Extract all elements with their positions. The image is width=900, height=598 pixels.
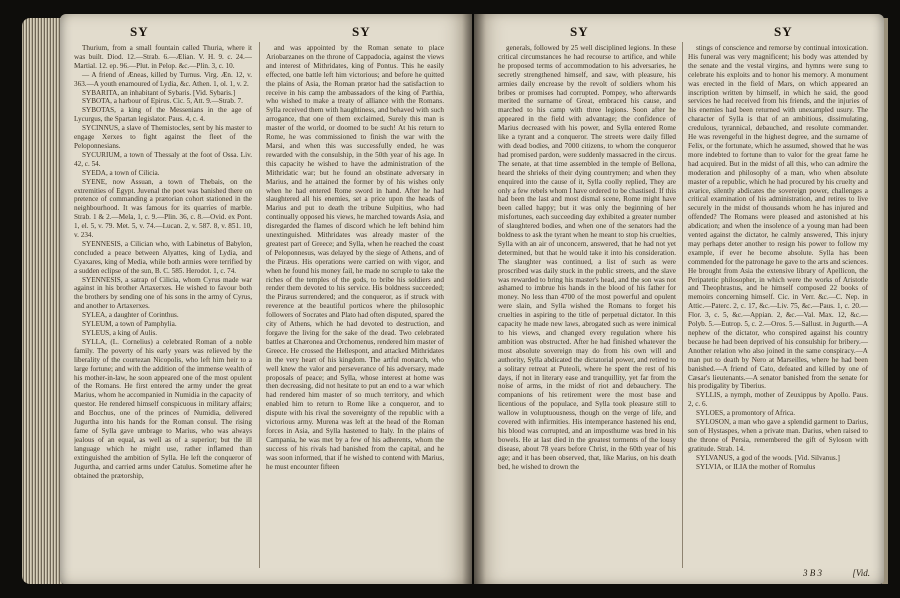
text-paragraph: SYLEUS, a king of Aulis. — [82, 329, 158, 337]
right-page — [474, 14, 884, 584]
column-rule — [259, 42, 260, 568]
text-paragraph: SYBOTA, a harbour of Epirus. Cic. 5, Att. 9.—Strab. 7. — [82, 97, 243, 106]
right-page-column-2 — [688, 44, 868, 572]
left-page-header-left: SY — [130, 24, 149, 39]
text-paragraph: SYLOSON, a man who gave a splendid garment to Darius, son of Hystaspes, when a private man. Darius, when raised to the throne of Persia, remembered the gift of Syloson with gratitude. Strab. 14. — [688, 418, 868, 453]
left-page-header-right: SY — [352, 24, 371, 39]
column-rule — [682, 42, 683, 568]
text-paragraph: SYBARITA, an inhabitant of Sybaris. [Vid. Sybaris.] — [82, 88, 236, 97]
page-edges — [22, 18, 62, 584]
text-paragraph: and was appointed by the Roman senate to place Ariobarzanes on the throne of Cappadocia, against the views and interest of Mithridates, king of Pontus. This he easily effected, one battle left him victorious; and before he quitted the plains of Asia, the Roman prætor had the satisfaction to receive in his camp the ambassadors of the king of Parthia, who wished to make a treaty of alliance with the Romans. Sylla received them with haughtiness, and behaved with such arrogance, that one of them exclaimed, Surely this man is master of the world, or doomed to be such! At his return to Rome, he was commissioned to finish the war with the Marsi, and when this was successfully ended, he was rewarded with the consulship, in the 50th year of his age. In this capacity he wished to have the administration of the Mithridatic war; but he found an obstinate adversary in Marius, and he attained the former by of his wishes only when he had entered Rome sword in hand. After he had slaughtered all his enemies, set a price upon the heads of Marius and put to death the tribune Sulpitius, who had continually opposed his views, he marched towards Asia, and disregarded the flames of discord which he left behind him unextinguished. Mithridates was already master of the greatest part of Greece; and Sylla, when he reached the coast of Peloponnesus, was delayed by the siege of Athens, and of the Piræus. His operations were carried on with vigor, and when he found his money fail, he made no scruple to take the riches of the temples of the gods, to bribe his soldiers and render them devoted to his service. His boldness succeeded; the Piræus surrendered; and the conqueror, as if struck with reverence at the beautiful porticos where the philosophic followers of Socrates and Plato had often disputed, spared the city of Athens, which he had devoted to destruction, and forgave the living for the sake of the dead. Two celebrated battles at Chæronea and Orchomenus, rendered him master of Greece. He crossed the Hellespont, and attacked Mithridates in the very heart of his kingdom. The artful monarch, who well knew the valor and perseverance of his adversary, made proposals of peace; and Sylla, whose interest at home was then decreasing, did not hesitate to put an end to a war which had rendered him master of so much territory, and which enabled him to return to Rome like a conqueror, and to dispute with his rival the sovereignty of the republic with a victorious army. Murena was left at the head of the Roman forces in Asia, and Sylla hastened to Italy. In the plains of Campania, he was met by a few of his adherents, whom the success of his rivals had banished from the capital, and he was soon informed, that if he wished to contend with Marius, he must encounter fifteen — [266, 44, 444, 471]
right-page-header-left: SY — [570, 24, 589, 39]
text-paragraph: generals, followed by 25 well disciplined legions. In these critical circumstances he had recourse to artifice, and while he proposed terms of accommodation to his adversaries, he secretly strengthened himself, and saw, with pleasure, his armies daily encrease by the revolt of soldiers whom his bribes or promises had corrupted. Pompey, who afterwards merited the surname of Great, embraced his cause, and marched to his camp with three legions. Soon after he appeared in the field with advantage; the confidence of Marius decreased with his power, and Sylla entered Rome like a tyrant and a conqueror. The streets were daily filled with dead bodies, and 7000 citizens, to whom the conqueror had promised pardon, were suddenly massacred in the circus. The senate, at that time assembled in the temple of Bellona, heard the shrieks of their dying countrymen; and when they enquired into the cause of it, Sylla coolly replied, They are only a few rebels whom I have ordered to be chastised. If this had been the last and most dismal scene, Rome might have been called happy; but it was only the beginning of her misfortunes, each succeeding day exhibited a greater number of slaughtered bodies, and when one of the senators had the boldness to ask the tyrant when he meant to stop his cruelties, Sylla with an air of unconcern, answered, that he had not yet determined, but that he would take it into his consideration. The slaughter was continued, a list of such as were proscribed was daily stuck in the public streets, and the slave was rewarded to bring his master's head, and the son was not ashamed to imbrue his hands in the blood of his father for money. No less than 4700 of the most powerful and opulent were slain, and Sylla wished the Romans to forget his cruelties in aspiring to the title of perpetual dictator. In this capacity he made new laws, abrogated such as were inimical to his views, and changed every regulation where his ambition was obstructed. After he had finished whatever the most absolute sovereign may do from his own will and authority, Sylla abdicated the dictatorial power, and retired to a solitary retreat at Puteoli, where he spent the rest of his days, if not in literary ease and tranquillity, yet far from the noise of arms, in the midst of riot and debauchery. The companions of his retirement were the most base and licentious of the populace, and Sylla took pleasure still to wallow in voluptuousness, though on the verge of life, and covered with infirmities. His intemperance hastened his end, his blood was corrupted, and an imposthume was bred in his bowels. He at last died in the greatest torments of the lousy disease, about 78 years before Christ, in the 60th year of his age; and it has been observed, that, like Marius, on his death bed, he wished to drown the — [498, 44, 676, 471]
text-paragraph: SYENNESIS, a Cilician who, with Labinetus of Babylon, concluded a peace between Alyattes, king of Lydia, and Cyaxares, king of Media, while both armies were terrified by a sudden eclipse of the sun, B. C. 585. Herodot. 1, c. 74. — [74, 239, 252, 275]
left-page-column-2 — [266, 44, 444, 572]
text-paragraph: stings of conscience and remorse by continual intoxication. His funeral was very magnificent; his body was attended by the senate and the vestal virgins, and hymns were sung to celebrate his exploits and to honor his memory. A monument was erected in the field of Mars, on which appeared an inscription written by himself, in which he said, the good services he had received from his friends, and the injuries of his enemies had been returned with unexampled usury. The character of Sylla is that of an ambitious, dissimulating, credulous, tyrannical, debauched, and resolute commander. He was revengeful in the highest degree, and the surname of Felix, or the fortunate, which he assumed, showed that he was more indebted to fortune than to valor for the great fame he had acquired. But in the midst of all this, who can admire the moderation and philosophy of a man, who when absolute master of a republic, which he had procured by his cruelty and avarice, silently abdicates the sovereign power, challenges a critical examination of his administration, and retires to live securely in the midst of thousands whom he has injured and offended? The Romans were pleased and astonished at his abdication; and when the insolence of a young man had been vented against the dictator, he calmly answered, This injury may perhaps deter another to resign his power to follow my example, if ever he become absolute. Sylla has been commended for the patronage he gave to the arts and sciences. He brought from Asia the extensive library of Apellicon, the Peripatetic philosopher, in which were the works of Aristotle and Theophrastus, and he himself composed 22 books of memoirs concerning himself. Cic. in Verr. &c.—C. Nep. in Attic.—Paterc. 2, c. 17, &c.—Liv. 75, &c.—Paus. 1, c. 20.—Flor. 3, c. 5, &c.—Appian. 2, &c.—Val. Max. 12, &c.—Polyb. 5.—Eutrop. 5, c. 2.—Oros. 5.—Sallust. in Jugurth.—A nephew of the dictator, who conspired against his country because he had been deprived of his consulship for bribery.—Another relation who also joined in the same conspiracy.—A man put to death by Nero at Marseilles, where he had been banished.—A friend of Cato, defeated and killed by one of Cæsar's lieutenants.—A senator banished from the senate for his prodigality by Tiberius. — [688, 44, 868, 391]
open-book — [22, 14, 887, 592]
text-paragraph: SYENNESIS, a satrap of Cilicia, whom Cyrus made war against in his brother Artaxerxes. He wished to favour both the brothers by sending one of his sons in the army of Cyrus, and another to Artaxerxes. — [74, 275, 252, 311]
signature-mark: 3 B 3 — [803, 568, 822, 578]
book-gutter — [462, 14, 486, 584]
text-paragraph: SYCINNUS, a slave of Themistocles, sent by his master to engage Xerxes to fight against the fleet of the Peloponnesians. — [74, 124, 252, 150]
text-paragraph: SYLOES, a promontory of Africa. — [696, 409, 796, 418]
text-paragraph: SYLVANUS, a god of the woods. [Vid. Silvanus.] — [696, 453, 840, 462]
left-page-column-1 — [74, 44, 252, 572]
text-paragraph: — A friend of Æneas, killed by Turnus. Virg. Æn. 12, v. 363.—A youth enamoured of Lydia, &c. Athen. 1, ol. 1, v. 2. — [74, 70, 252, 88]
text-paragraph: SYLEUM, a town of Pamphylia. — [82, 320, 177, 329]
text-paragraph: SYENE, now Assuan, a town of Thebais, on the extremities of Egypt. Juvenal the poet was banished there on pretence of commanding a prætorian cohort stationed in the neighbourhood. It was famous for its quarries of marble. Strab. 1 & 2.—Mela, 1, c. 9.—Plin. 36, c. 8.—Ovid. ex Pont. 1, el. 5, v. 79. Met. 5, v. 74.—Lucan. 2, v. 587. 8, v. 851. 10, v. 234. — [74, 177, 252, 240]
catchword: [Vid. — [852, 568, 870, 578]
text-paragraph: SYCURIUM, a town of Thessaly at the foot of Ossa. Liv. 42, c. 54. — [74, 150, 252, 168]
left-page — [60, 14, 472, 584]
text-paragraph: SYLLA, (L. Cornelius) a celebrated Roman of a noble family. The poverty of his early years was relieved by the liberality of the courtezan Nicopolis, who left him heir to a large fortune; and with the addition of the immense wealth of his mother-in-law, he soon appeared one of the most opulent of the Romans. He first entered the army under the great Marius, whom he accompanied in Numidia in the capacity of questor. He rendered himself conspicuous in military affairs; and Bocchus, one of the princes of Numidia, delivered Jugurtha into his hands for the Roman consul. The rising fame of Sylla gave umbrage to Marius, who was always jealous of an equal, as well as of a superior; but the ill language which he might use, rather inflamed than extinguished the ambition of Sylla. He left the conqueror of Jugurtha, and carried arms under Catulus. Sometime after he obtained the prætorship, — [74, 337, 252, 480]
text-paragraph: SYLEA, a daughter of Corinthus. — [82, 311, 179, 320]
text-paragraph: Thurium, from a small fountain called Thuria, where it was built. Diod. 12.—Strab. 6.—Ælian. V. H. 9. c. 24.—Martial. 12. ep. 96.—Plut. in Pelop. &c.—Plin. 3, c. 10. — [74, 44, 252, 70]
text-paragraph: SYBOTAS, a king of the Messenians in the age of Lycurgus, the Spartan legislator. Paus. 4, c. 4. — [74, 106, 252, 124]
text-paragraph: SYLLIS, a nymph, mother of Zeuxippus by Apollo. Paus. 2, c. 6. — [688, 391, 868, 409]
right-page-column-1 — [498, 44, 676, 572]
right-page-header-right: SY — [774, 24, 793, 39]
text-paragraph: SYLVIA, or ILIA the mother of Romulus — [696, 462, 816, 471]
text-paragraph: SYEDA, a town of Cilicia. — [82, 168, 160, 177]
